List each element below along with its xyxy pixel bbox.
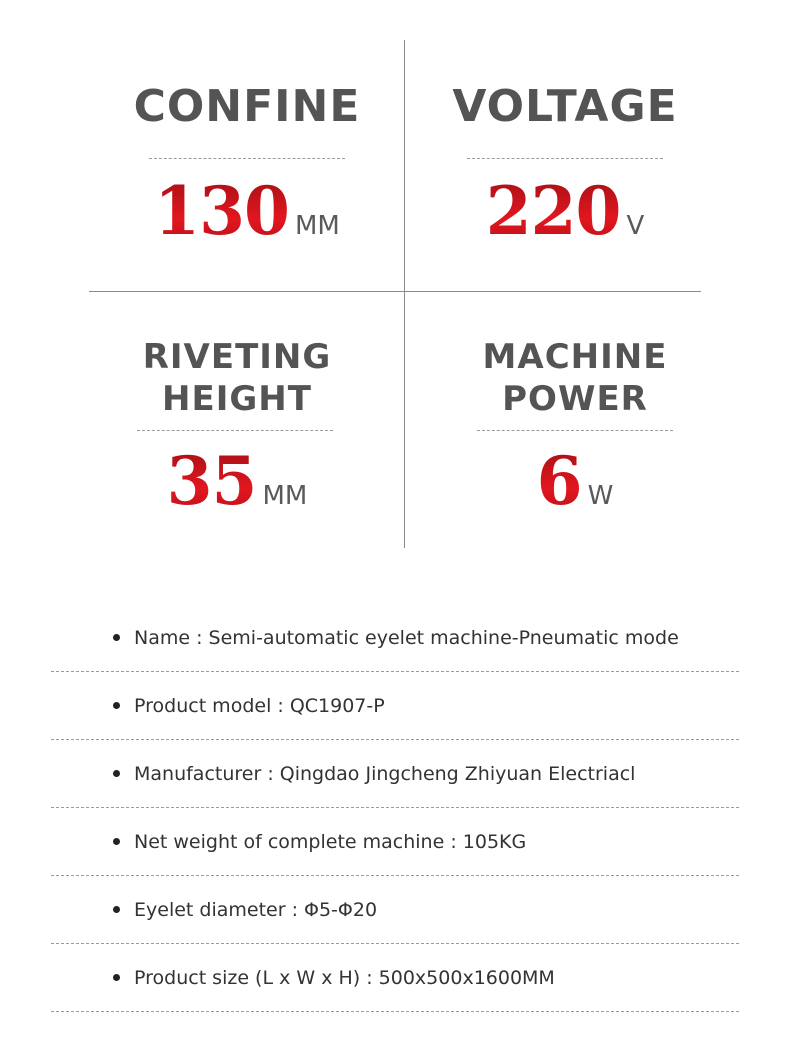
bullet-icon <box>113 974 120 981</box>
bullet-icon <box>113 770 120 777</box>
spec-text: Product model : QC1907-P <box>134 694 385 717</box>
confine-value: 130 <box>154 172 289 250</box>
spec-text: Manufacturer : Qingdao Jingcheng Zhiyuan Electriacl <box>134 762 636 785</box>
spec-item-eyelet-diameter <box>51 876 739 944</box>
bullet-icon <box>113 634 120 641</box>
spec-text: Net weight of complete machine : 105KG <box>134 830 527 853</box>
machine-power-title-line1: MACHINE <box>482 337 668 377</box>
confine-title: CONFINE <box>133 81 361 132</box>
riveting-height-title-line2: HEIGHT <box>162 379 312 419</box>
grid-horizontal-divider <box>89 291 701 292</box>
machine-power-title <box>428 336 722 420</box>
spec-text: Eyelet diameter : Φ5-Φ20 <box>134 898 378 921</box>
machine-power-value-group <box>428 442 722 520</box>
riveting-height-title-line1: RIVETING <box>142 337 332 377</box>
confine-divider <box>149 158 345 159</box>
confine-value-group <box>100 172 394 250</box>
spec-item-model <box>51 672 739 740</box>
machine-power-divider <box>477 430 673 431</box>
voltage-value: 220 <box>485 172 621 250</box>
spec-item-manufacturer <box>51 740 739 808</box>
machine-power-value: 6 <box>536 442 582 520</box>
riveting-height-title <box>90 336 384 420</box>
machine-power-title-line2: POWER <box>502 379 648 419</box>
voltage-title: VOLTAGE <box>452 81 678 132</box>
spec-list <box>51 604 739 1012</box>
confine-unit: MM <box>294 211 340 241</box>
spec-item-product-size <box>51 944 739 1012</box>
riveting-height-divider <box>137 430 333 431</box>
grid-vertical-divider <box>404 40 405 548</box>
spec-text: Product size (L x W x H) : 500x500x1600MM <box>134 966 555 989</box>
riveting-height-unit: MM <box>262 481 308 511</box>
spec-item-net-weight <box>51 808 739 876</box>
riveting-height-value-group <box>90 442 384 520</box>
voltage-value-group <box>418 172 712 250</box>
spec-text: Name : Semi-automatic eyelet machine-Pneumatic mode <box>134 626 679 649</box>
voltage-divider <box>467 158 663 159</box>
spec-item-name <box>51 604 739 672</box>
riveting-height-value: 35 <box>166 442 257 520</box>
machine-power-unit: W <box>587 481 614 511</box>
bullet-icon <box>113 906 120 913</box>
voltage-unit: V <box>626 211 645 241</box>
bullet-icon <box>113 838 120 845</box>
bullet-icon <box>113 702 120 709</box>
